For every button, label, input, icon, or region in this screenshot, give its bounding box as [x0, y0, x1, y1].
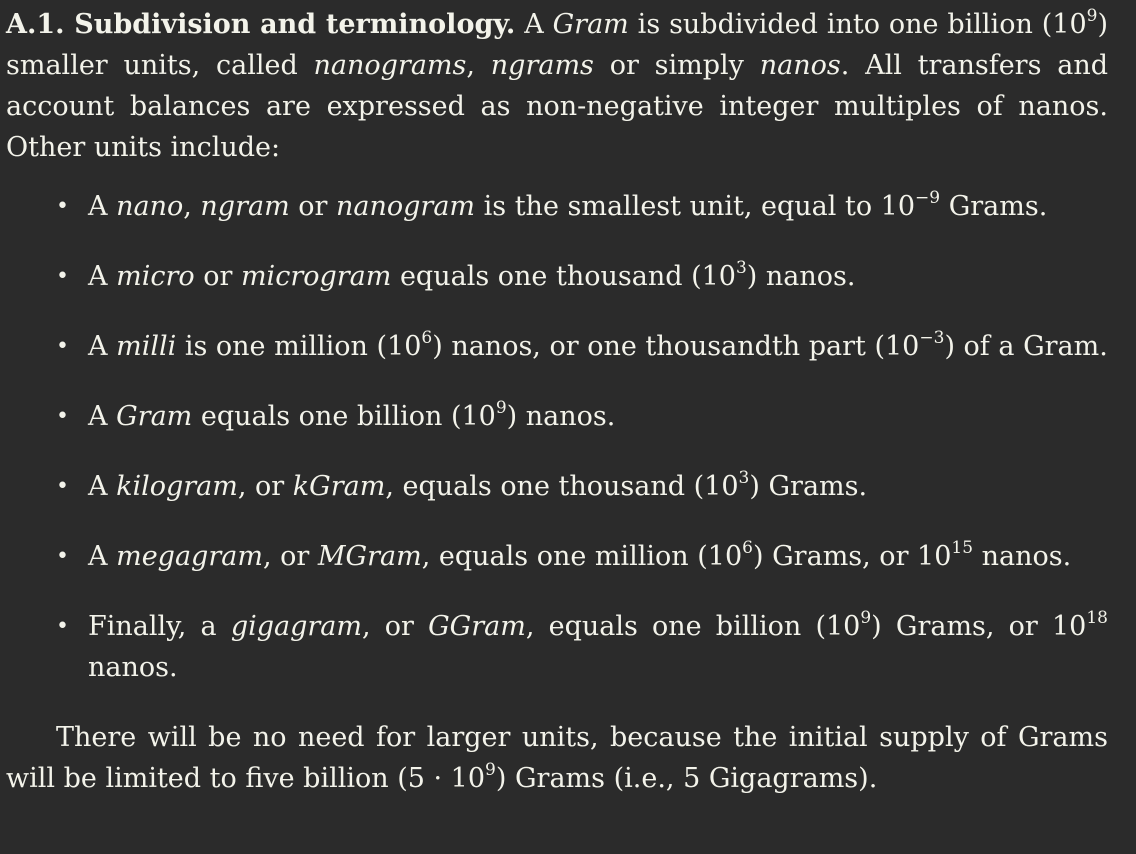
item-text: A — [88, 191, 117, 222]
item-text: , — [183, 191, 201, 222]
item-text: nanos. — [88, 652, 178, 683]
item-text: ) Grams, or 10 — [871, 611, 1087, 642]
bullet-icon: • — [56, 264, 69, 289]
item-text: ) nanos, or one thousandth part (10 — [432, 331, 920, 362]
bullet-icon: • — [56, 404, 69, 429]
intro-text: , — [466, 50, 491, 81]
item-text: , equals one million (10 — [421, 541, 743, 572]
exponent: 9 — [495, 398, 507, 418]
bullet-icon: • — [56, 194, 69, 219]
item-text: , equals one thousand (10 — [385, 471, 739, 502]
term-nano: nano — [116, 191, 184, 222]
intro-text: . All transfers and account balances are expressed as non-negative integer multiples of nanos. Other units include: — [6, 50, 1109, 163]
term-ngram: ngram — [200, 191, 290, 222]
item-text: A — [88, 541, 117, 572]
exponent: 3 — [735, 258, 747, 278]
term-nanogram: nanogram — [336, 191, 476, 222]
item-text: equals one thousand (10 — [391, 261, 736, 292]
list-item — [6, 606, 1108, 688]
term-ggram: GGram — [428, 611, 526, 642]
item-text: A — [88, 331, 117, 362]
term-ngrams: ngrams — [490, 50, 594, 81]
term-nanograms: nanograms — [313, 50, 467, 81]
exponent: −9 — [915, 188, 941, 208]
item-text: , or — [262, 541, 318, 572]
list-item — [6, 326, 1108, 367]
intro-text: A — [515, 9, 553, 40]
exponent: 3 — [738, 468, 750, 488]
closing-text: ) Grams (i.e., 5 Gigagrams). — [495, 763, 878, 794]
exponent: 6 — [742, 538, 753, 558]
exponent: 15 — [951, 538, 974, 558]
list-item — [6, 186, 1108, 227]
item-text: ) Grams. — [749, 471, 868, 502]
list-item — [6, 466, 1108, 507]
item-text: Grams. — [940, 191, 1048, 222]
exponent: 9 — [485, 760, 496, 780]
item-text: Finally, a — [88, 611, 231, 642]
term-gigagram: gigagram — [230, 611, 363, 642]
list-item — [6, 256, 1108, 297]
term-microgram: microgram — [240, 261, 392, 292]
item-text: ) nanos. — [506, 401, 616, 432]
item-text: , or — [362, 611, 429, 642]
intro-paragraph — [6, 4, 1108, 168]
item-text: or — [194, 261, 241, 292]
list-item — [6, 536, 1108, 577]
item-text: , or — [237, 471, 293, 502]
exponent: 9 — [860, 608, 872, 628]
exponent: 6 — [421, 328, 433, 348]
term-milli: milli — [116, 331, 177, 362]
bullet-icon: • — [56, 334, 69, 359]
item-text: ) Grams, or 10 — [753, 541, 952, 572]
item-text: equals one billion (10 — [192, 401, 496, 432]
closing-paragraph — [6, 717, 1108, 799]
item-text: , equals one billion (10 — [525, 611, 861, 642]
term-nanos: nanos — [759, 50, 841, 81]
section-heading: A.1. Subdivision and terminology. — [6, 9, 516, 40]
item-text: nanos. — [973, 541, 1072, 572]
item-text: A — [88, 471, 117, 502]
item-text: or — [289, 191, 337, 222]
exponent: −3 — [919, 328, 945, 348]
term-micro: micro — [116, 261, 195, 292]
bullet-icon: • — [56, 544, 69, 569]
term-mgram: MGram — [317, 541, 422, 572]
intro-text: ) smaller units, called — [6, 9, 1108, 81]
intro-text: or simply — [593, 50, 760, 81]
exponent: 9 — [1086, 6, 1098, 26]
unit-list — [6, 186, 1108, 688]
closing-text: There will be no need for larger units, because the initial supply of Grams will be limited to five billion (5 · 10 — [6, 722, 1108, 794]
term-gram: Gram — [116, 401, 193, 432]
bullet-icon: • — [56, 614, 69, 639]
item-text: is one million (10 — [176, 331, 422, 362]
term-gram: Gram — [552, 9, 629, 40]
item-text: A — [88, 261, 117, 292]
item-text: is the smallest unit, equal to 10 — [475, 191, 916, 222]
intro-text: is subdivided into one billion (10 — [628, 9, 1087, 40]
term-kilogram: kilogram — [116, 471, 238, 502]
bullet-icon: • — [56, 474, 69, 499]
item-text: A — [88, 401, 117, 432]
term-megagram: megagram — [116, 541, 263, 572]
exponent: 18 — [1086, 608, 1108, 628]
item-text: ) of a Gram. — [944, 331, 1108, 362]
term-kgram: kGram — [292, 471, 386, 502]
list-item — [6, 396, 1108, 437]
item-text: ) nanos. — [746, 261, 856, 292]
